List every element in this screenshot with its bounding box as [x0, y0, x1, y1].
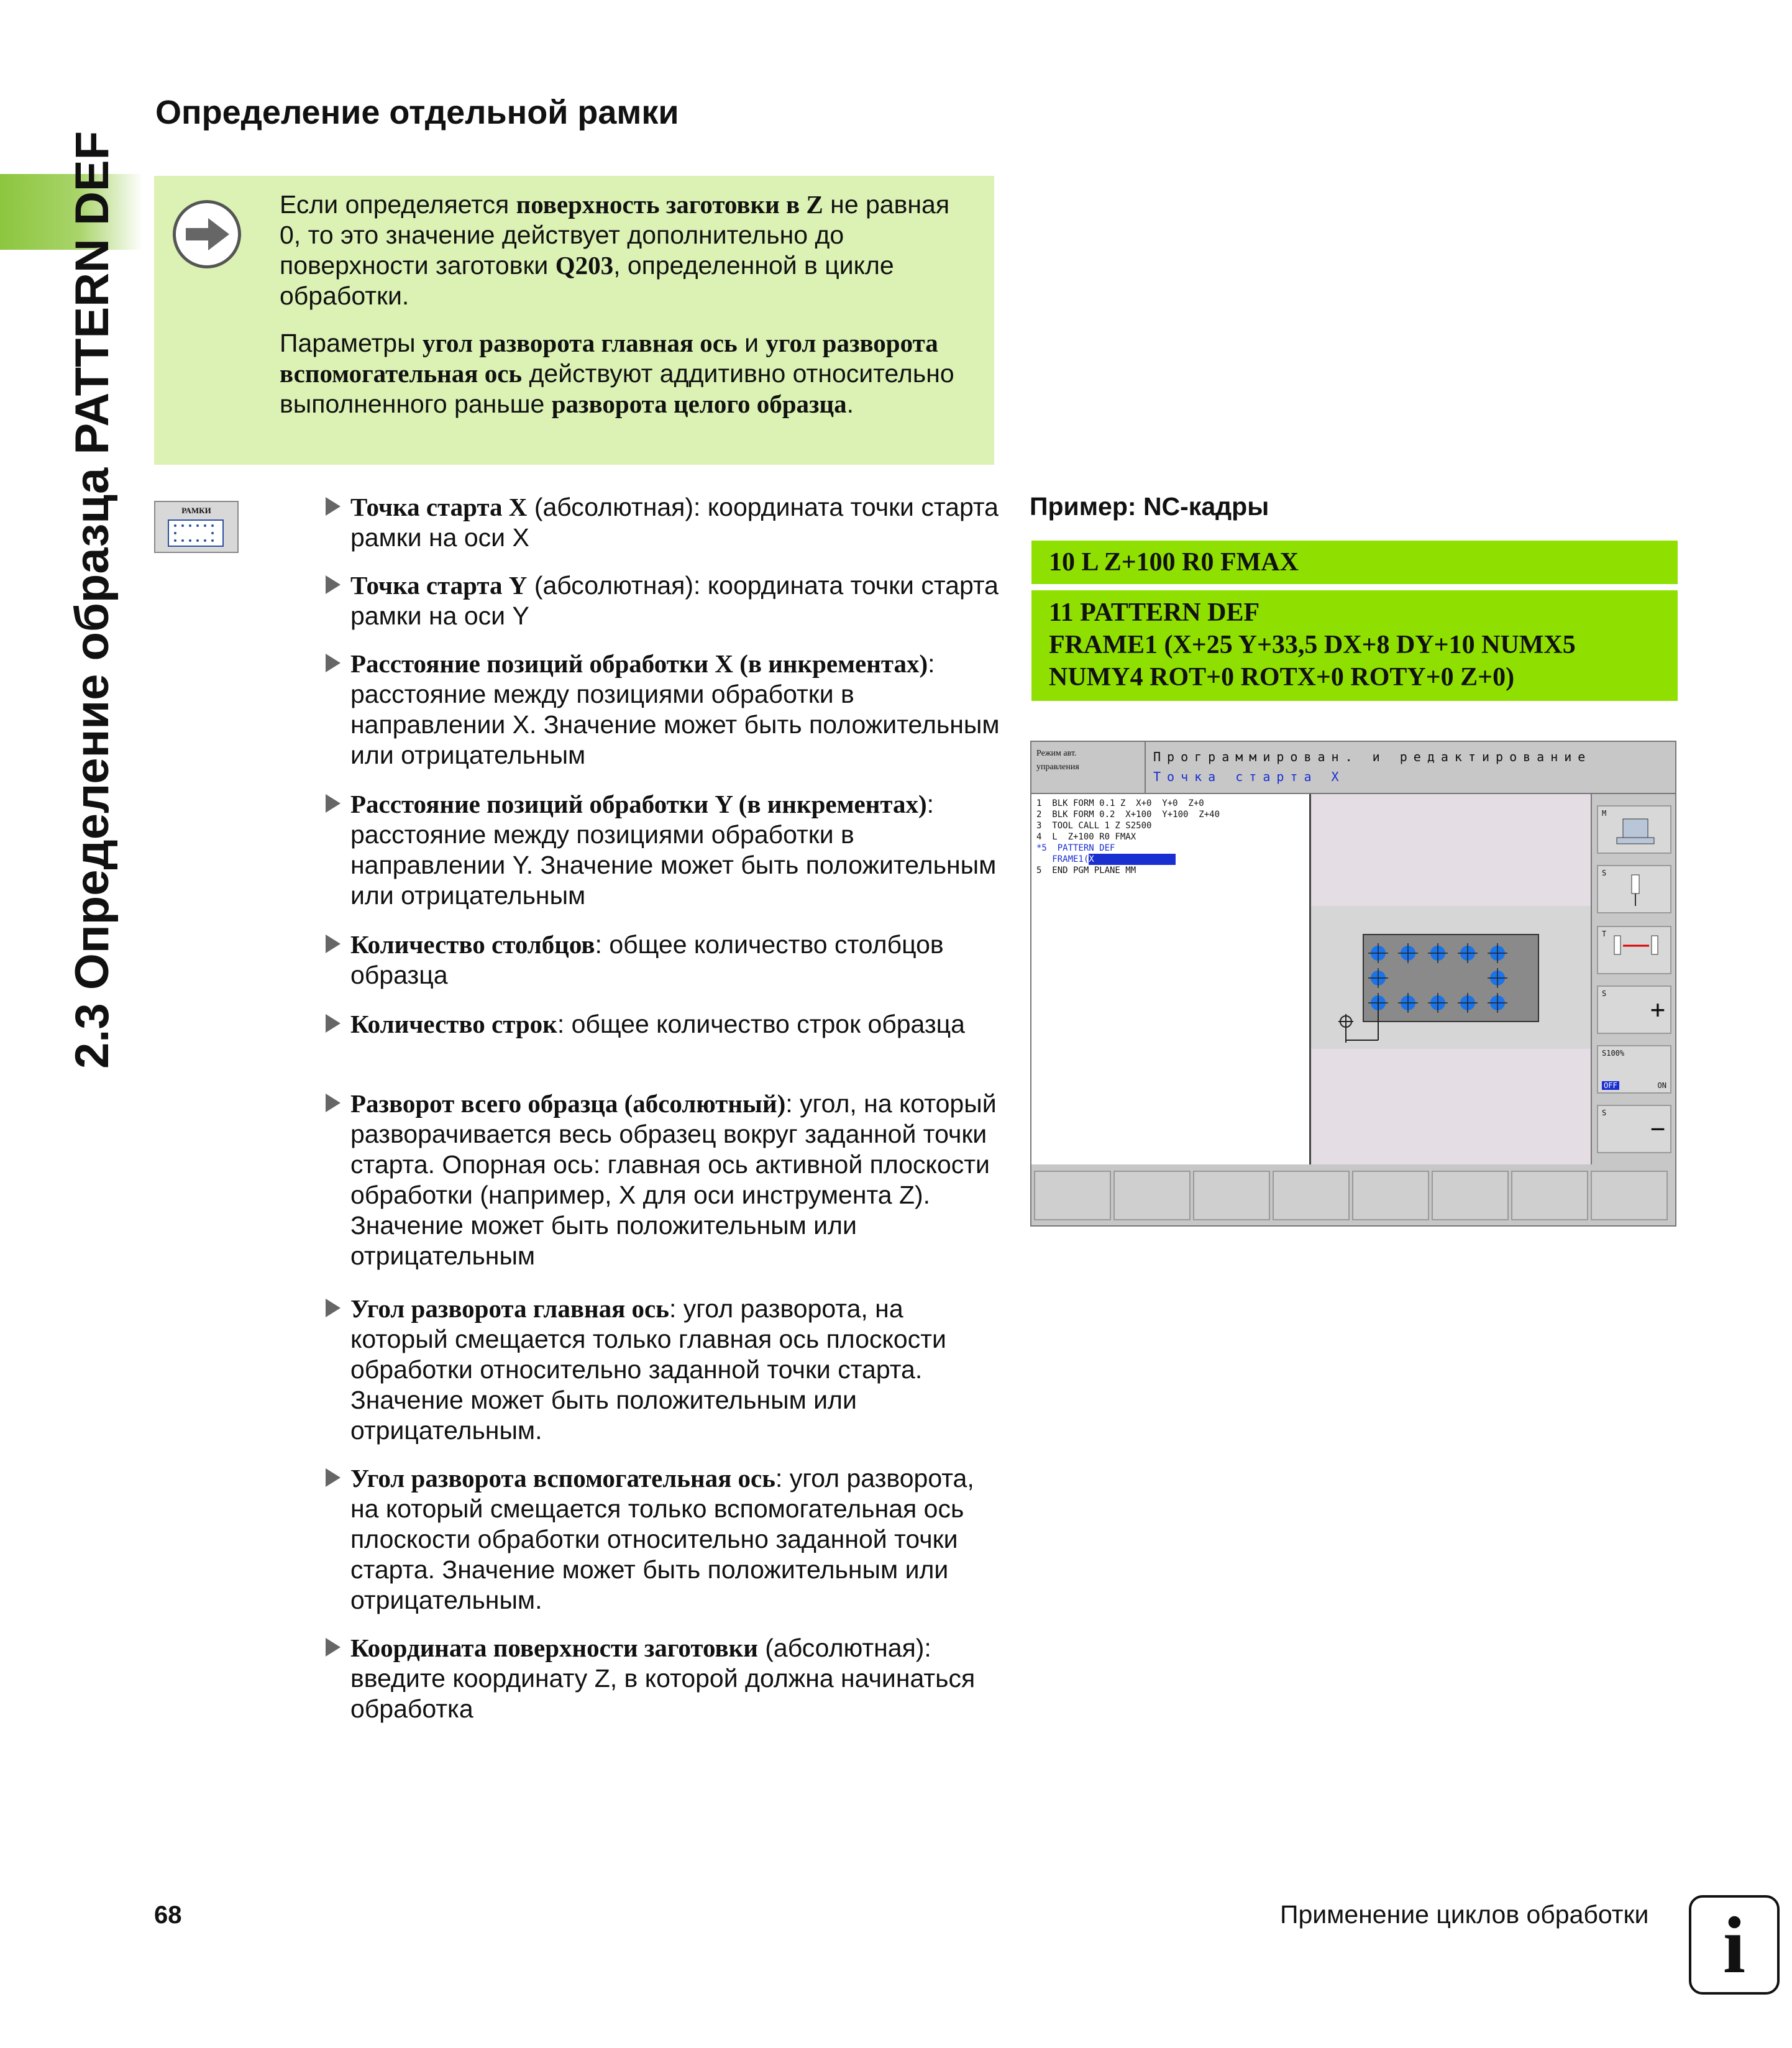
text-run: и [737, 329, 766, 357]
note-paragraph-1 [280, 190, 976, 311]
parameter-term: Расстояние позиций обработки Y (в инкрементах) [350, 790, 927, 818]
parameter-item [326, 1089, 1003, 1271]
arrow-right-icon [173, 200, 241, 268]
softkey-label: S [1602, 869, 1607, 877]
text-run: действуют аддитивно относительно выполненного раньше [280, 359, 954, 418]
softkey-label: M [1602, 809, 1607, 818]
parameter-term: Точка старта Y [350, 571, 528, 600]
parameter-description: (абсолютная): введите координату Z, в которой должна начинаться обработка [350, 1634, 976, 1723]
screen-header [1146, 742, 1675, 794]
softkey-label: T [1602, 930, 1607, 938]
mode-line: Режим авт. [1036, 749, 1077, 758]
softkey-slot[interactable] [1273, 1171, 1350, 1220]
program-line: 5 END PGM PLANE MM [1036, 866, 1136, 875]
parameter-term: Расстояние позиций обработки X (в инкрементах) [350, 649, 928, 678]
bold-term: разворота целого образца [551, 390, 847, 418]
bullet-triangle-icon [326, 1014, 341, 1033]
bullet-triangle-icon [326, 1468, 341, 1487]
frame-softkey-icon [154, 501, 239, 553]
parameter-term: Координата поверхности заготовки [350, 1634, 758, 1662]
softkey-slot[interactable] [1511, 1171, 1588, 1220]
mode-line: управления [1036, 762, 1079, 772]
pattern-graphic [1311, 794, 1591, 1164]
info-icon [1689, 1895, 1780, 1995]
text-run: , определенной в цикле обработки. [280, 251, 894, 310]
parameter-item [326, 930, 1003, 990]
page-number: 68 [154, 1901, 182, 1929]
info-glyph: i [1722, 1901, 1746, 1990]
nc-block-1: 10 L Z+100 R0 FMAX [1031, 541, 1678, 584]
bold-term: Q203 [555, 251, 614, 280]
softkey-slot[interactable] [1591, 1171, 1668, 1220]
bullet-triangle-icon [326, 935, 341, 953]
program-line: 2 BLK FORM 0.2 X+100 Y+100 Z+40 [1036, 810, 1220, 820]
page-title: Определение отдельной рамки [155, 94, 679, 131]
parameter-description: : угол, на который разворачивается весь образец вокруг заданной точки старта. Опорная ось: главная ось активной плоскости обработки (например, X для оси инструмента Z). Значение может быть положительным или отрицательным [350, 1089, 997, 1270]
footer-chapter-text: Применение циклов обработки [1280, 1900, 1649, 1929]
parameter-item [326, 492, 1003, 553]
parameter-item [326, 1294, 1003, 1446]
parameter-item [326, 649, 1003, 770]
input-cursor: X [1089, 854, 1176, 865]
program-line: 1 BLK FORM 0.1 Z X+0 Y+0 Z+0 [1036, 798, 1204, 808]
parameter-description: : расстояние между позициями обработки в направлении X. Значение может быть положительным или отрицательным [350, 649, 1000, 769]
bold-term: угол разворота главная ось [422, 329, 738, 357]
bullet-triangle-icon [326, 575, 341, 594]
parameter-description: : общее количество строк образца [557, 1010, 965, 1038]
parameter-description: (абсолютная): координата точки старта рамки на оси Y [350, 571, 999, 630]
parameter-term: Угол разворота главная ось [350, 1294, 669, 1323]
program-line: 3 TOOL CALL 1 Z S2500 [1036, 821, 1152, 831]
softkey-slot[interactable] [1113, 1171, 1191, 1220]
note-paragraph-2 [280, 328, 976, 419]
screen-mode-label [1031, 742, 1146, 794]
bullet-triangle-icon [326, 1299, 341, 1317]
softkey-t[interactable] [1597, 926, 1671, 974]
bold-term: угол разворота вспомогательная ось [280, 329, 938, 388]
softkey-slot[interactable] [1034, 1171, 1111, 1220]
bullet-triangle-icon [326, 794, 341, 813]
parameter-item [326, 1463, 1003, 1616]
program-line: *5 PATTERN DEF [1036, 843, 1115, 853]
example-heading: Пример: NC-кадры [1030, 492, 1269, 521]
softkey-s[interactable] [1597, 865, 1671, 913]
parameter-description: : угол разворота, на который смещается только главная ось плоскости обработки относительно заданной точки старта. Значение может быть положительным или отрицательным. [350, 1294, 946, 1445]
chapter-side-title: 2.3 Определение образца PATTERN DEF [65, 130, 119, 1069]
softkey-label: S100% [1602, 1049, 1625, 1058]
bold-term: поверхность заготовки в Z [516, 190, 823, 219]
parameter-item [326, 570, 1003, 631]
parameter-item [326, 1633, 1003, 1724]
minus-icon: − [1650, 1115, 1665, 1143]
parameter-item [326, 789, 1003, 911]
text-run: не равная 0, то это значение действует дополнительно до поверхности заготовки [280, 190, 950, 280]
program-line: 4 L Z+100 R0 FMAX [1036, 832, 1136, 842]
parameter-term: Количество строк [350, 1010, 557, 1038]
nc-block-2-line: 11 PATTERN DEF [1049, 598, 1260, 627]
parameter-description: : расстояние между позициями обработки в направлении Y. Значение может быть положительным или отрицательным [350, 790, 997, 910]
nc-block-2-line: FRAME1 (X+25 Y+33,5 DX+8 DY+10 NUMX5 [1049, 631, 1576, 659]
softkey-s-plus[interactable] [1597, 985, 1671, 1034]
program-listing [1031, 794, 1311, 1164]
softkey-slot[interactable] [1432, 1171, 1509, 1220]
screen-header-title: Программирован. и редактирование [1153, 749, 1592, 764]
nc-block-2-line: NUMY4 ROT+0 ROTX+0 ROTY+0 Z+0) [1049, 663, 1515, 692]
softkey-slot[interactable] [1352, 1171, 1429, 1220]
override-on: ON [1657, 1081, 1666, 1090]
tool-change-icon [1598, 927, 1670, 973]
bullet-triangle-icon [326, 654, 341, 672]
nc-block-2 [1031, 590, 1678, 701]
override-off: OFF [1602, 1081, 1619, 1090]
parameter-item [326, 1009, 1003, 1040]
softkey-m[interactable] [1597, 805, 1671, 854]
bullet-triangle-icon [326, 1094, 341, 1112]
parameter-term: Разворот всего образца (абсолютный) [350, 1089, 786, 1118]
parameter-description: : угол разворота, на который смещается только вспомогательная ось плоскости обработки относительно заданной точки старта. Значение может быть положительным или отрицательным. [350, 1464, 974, 1614]
parameter-term: Точка старта X [350, 493, 528, 521]
parameter-description: : общее количество столбцов образца [350, 930, 944, 989]
parameter-term: Количество столбцов [350, 930, 595, 959]
softkey-slot[interactable] [1193, 1171, 1270, 1220]
control-screenshot [1030, 741, 1676, 1227]
text-run: Параметры [280, 329, 423, 357]
screen-prompt: Точка старта X [1153, 769, 1345, 784]
softkey-label: S [1602, 1109, 1607, 1117]
bullet-triangle-icon [326, 1638, 341, 1657]
text-run: . [846, 390, 854, 418]
parameter-term: Угол разворота вспомогательная ось [350, 1464, 775, 1493]
bullet-triangle-icon [326, 497, 341, 516]
parameter-description: (абсолютная): координата точки старта рамки на оси X [350, 493, 999, 552]
softkey-override[interactable] [1597, 1045, 1671, 1094]
spindle-icon [1598, 866, 1670, 912]
frame-pattern-icon [168, 519, 224, 547]
frame-softkey-label: РАМКИ [181, 506, 211, 515]
machine-icon [1598, 807, 1670, 853]
softkey-label: S [1602, 989, 1607, 998]
softkey-s-minus[interactable] [1597, 1105, 1671, 1153]
text-run: Если определяется [280, 190, 516, 219]
program-line: FRAME1(X [1036, 854, 1304, 865]
vertical-softkeys [1591, 794, 1675, 1164]
plus-icon: + [1650, 995, 1665, 1024]
horizontal-softkeys [1031, 1164, 1675, 1225]
